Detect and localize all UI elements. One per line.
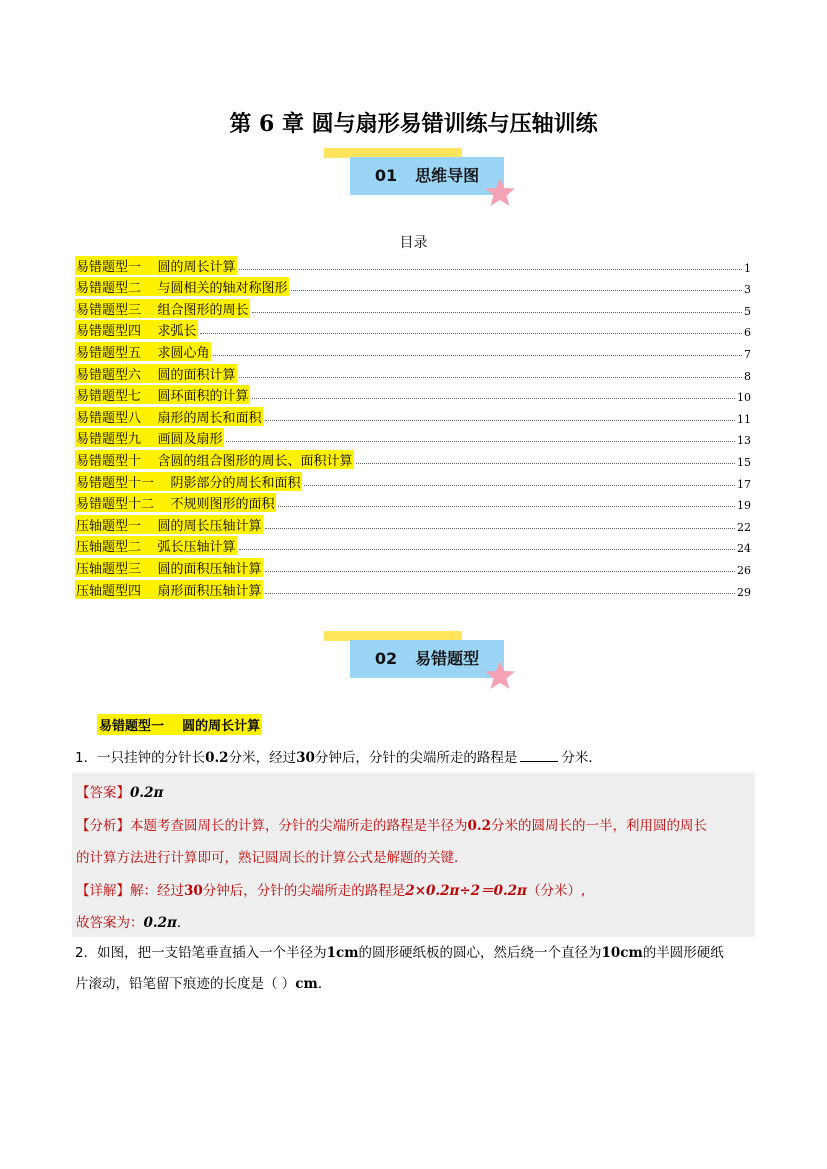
toc-item-label[interactable]: 易错题型五 求圆心角 [75,342,211,361]
banner-text: 易错题型 [415,649,480,668]
analysis-line [76,814,707,834]
toc-item[interactable] [75,577,751,599]
toc-leader-dots [304,485,735,486]
toc-item-label[interactable]: 易错题型十二 不规则图形的面积 [75,493,276,512]
detail-formula: 2×0.2π÷2＝0.2π [405,883,527,899]
q1-text: 1．一只挂钟的分针长 [75,750,206,766]
toc-leader-dots [200,333,742,334]
toc-item[interactable] [75,339,751,361]
toc-item[interactable] [75,447,751,469]
toc-item-page: 1 [744,261,751,275]
toc-item[interactable] [75,426,751,448]
detail-tag: 【详解】 [76,883,130,899]
toc-item[interactable] [75,296,751,318]
q2-text: 2．如图，把一支铅笔垂直插入一个半径为 [75,945,327,961]
toc-item-page: 11 [737,412,751,426]
section-heading: 易错题型一 圆的周长计算 [97,714,262,735]
toc-item-page: 3 [744,283,751,297]
toc-leader-dots [265,420,735,421]
toc-item-page: 6 [744,326,751,340]
answer-line [76,781,163,801]
toc-title: 目录 [399,235,428,251]
toc-item[interactable] [75,275,751,297]
toc-item-page: 8 [744,369,751,383]
analysis-tag: 【分析】 [76,818,130,834]
toc-leader-dots [265,593,735,594]
toc-item-label[interactable]: 压轴题型二 弧长压轴计算 [75,536,237,555]
toc-item[interactable] [75,383,751,405]
toc-item-page: 29 [737,585,751,599]
toc-item-page: 19 [737,499,751,513]
detail-line [76,879,585,899]
q1-value: 30 [296,750,315,766]
toc-item-label[interactable]: 压轴题型一 圆的周长压轴计算 [75,515,263,534]
toc-item-page: 7 [744,347,751,361]
detail-text: 分钟后，分针的尖端所走的路程是 [202,883,406,899]
toc-item-label[interactable]: 易错题型十 含圆的组合图形的周长、面积计算 [75,450,354,469]
toc-item-page: 17 [737,477,751,491]
toc-leader-dots [278,506,735,507]
conclusion-line [76,911,190,931]
toc-item-page: 22 [737,520,751,534]
toc-leader-dots [291,290,742,291]
detail-text: 解：经过 [130,883,184,899]
toc-item-label[interactable]: 压轴题型三 圆的面积压轴计算 [75,558,263,577]
section-banner-mindmap [324,148,504,210]
toc-item-label[interactable]: 压轴题型四 扇形面积压轴计算 [75,580,263,599]
q2-text: ． [317,976,332,992]
toc-leader-dots [239,549,735,550]
toc-item-page: 5 [744,304,751,318]
q2-value: 1cm [326,945,359,961]
answer-blank [520,747,558,762]
conclusion-text: 故答案为： [76,915,144,931]
toc-leader-dots [252,398,735,399]
toc-leader-dots [252,312,742,313]
answer-tag: 【答案】 [76,785,130,801]
conclusion-value: 0.2π [143,915,177,931]
analysis-text: 分米的圆周长的一半，利用圆的周长 [491,818,707,834]
q2-line [75,938,755,969]
table-of-contents [75,253,751,599]
q2-value: cm [295,976,318,992]
toc-item[interactable] [75,253,751,275]
analysis-value: 0.2 [467,818,491,834]
banner-text: 思维导图 [415,166,480,185]
toc-item-page: 10 [737,391,751,405]
analysis-text: 的计算方法进行计算即可，熟记圆周长的计算公式是解题的关键． [76,850,468,866]
toc-item[interactable] [75,534,751,556]
toc-item-label[interactable]: 易错题型八 扇形的周长和面积 [75,407,263,426]
toc-item[interactable] [75,491,751,513]
toc-item-page: 26 [737,563,751,577]
toc-leader-dots [213,355,742,356]
toc-leader-dots [239,377,742,378]
conclusion-text: ． [176,915,191,931]
q1-text: 分米，经过 [228,750,297,766]
q1-text: 分米． [561,750,602,766]
toc-item-label[interactable]: 易错题型七 圆环面积的计算 [75,385,250,404]
toc-item-label[interactable]: 易错题型十一 阴影部分的周长和面积 [75,472,302,491]
question-2 [75,938,755,1000]
toc-item[interactable] [75,469,751,491]
detail-value: 30 [184,883,203,899]
star-icon [484,176,516,208]
q2-line [75,969,755,1000]
q1-value: 0.2 [205,750,229,766]
toc-item-label[interactable]: 易错题型四 求弧长 [75,320,198,339]
toc-item[interactable] [75,318,751,340]
analysis-text: 本题考查圆周长的计算，分针的尖端所走的路程是半径为 [130,818,468,834]
q2-text: 片滚动，铅笔留下痕迹的长度是（ ） [75,976,296,992]
toc-item-label[interactable]: 易错题型三 组合图形的周长 [75,299,250,318]
toc-item[interactable] [75,404,751,426]
toc-item-page: 15 [737,455,751,469]
toc-leader-dots [226,441,735,442]
page-title: 第 6 章 圆与扇形易错训练与压轴训练 [229,111,598,137]
section-banner-error-types [324,631,504,693]
q2-text: 的半圆形硬纸 [642,945,724,961]
toc-item-label[interactable]: 易错题型一 圆的周长计算 [75,256,237,275]
toc-leader-dots [356,463,735,464]
star-icon [484,659,516,691]
toc-item[interactable] [75,512,751,534]
toc-item[interactable] [75,555,751,577]
toc-leader-dots [265,571,735,572]
q2-text: 的圆形硬纸板的圆心，然后绕一个直径为 [358,945,602,961]
toc-leader-dots [265,528,735,529]
toc-leader-dots [239,269,742,270]
question-1 [75,742,755,775]
banner-label [350,157,504,195]
toc-item-page: 13 [737,434,751,448]
answer-value: 0.2π [130,785,164,801]
toc-item-page: 24 [737,542,751,556]
banner-label [350,640,504,678]
toc-item-label[interactable]: 易错题型二 与圆相关的轴对称图形 [75,277,289,296]
toc-item[interactable] [75,361,751,383]
banner-number: 02 [374,649,398,668]
q2-value: 10cm [601,945,643,961]
toc-item-label[interactable]: 易错题型六 圆的面积计算 [75,364,237,383]
banner-number: 01 [374,166,398,185]
toc-item-label[interactable]: 易错题型九 画圆及扇形 [75,428,224,447]
q1-text: 分钟后，分针的尖端所走的路程是 [314,750,518,766]
answer-box [72,773,755,937]
analysis-line [76,846,468,866]
detail-unit: （分米）, [526,883,586,899]
